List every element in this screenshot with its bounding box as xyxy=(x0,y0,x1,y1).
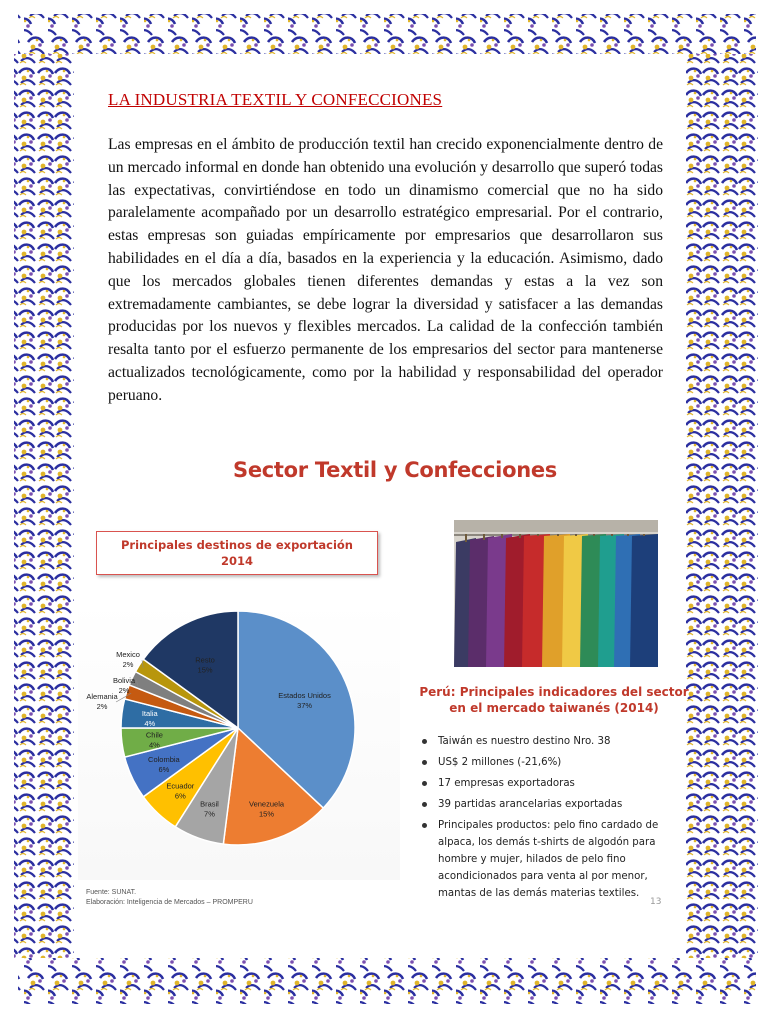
peru-title-line-2: en el mercado taiwanés (2014) xyxy=(449,701,659,715)
slice-label: Italia xyxy=(141,708,158,718)
slice-value-label: 2% xyxy=(122,660,134,669)
slice-value-label: 6% xyxy=(158,764,170,774)
slice-label: Venezuela xyxy=(249,799,285,809)
slice-value-label: 37% xyxy=(297,701,313,711)
slice-label: Brasil xyxy=(200,799,219,809)
slice-label: Chile xyxy=(145,730,163,740)
slice-value-label: 4% xyxy=(149,740,160,750)
list-item: 17 empresas exportadoras xyxy=(420,775,682,792)
pie-title-line-1: Principales destinos de exportación xyxy=(121,538,353,552)
pie-chart-title xyxy=(96,531,378,575)
slice-value-label: 4% xyxy=(144,718,156,728)
list-item: US$ 2 millones (-21,6%) xyxy=(420,754,682,771)
slice-value-label: 2% xyxy=(118,686,130,695)
slice-value-label: 2% xyxy=(96,702,108,711)
chart-source xyxy=(86,888,253,908)
slice-label: Estados Unidos xyxy=(278,691,331,701)
section-heading: LA INDUSTRIA TEXTIL Y CONFECCIONES xyxy=(108,90,443,109)
list-item: Principales productos: pelo fino cardado de alpaca, los demás t-shirts de algodón para hombre y mujer, hilados de pelo fino acondicionados para venta al por menor, mantas de las demás materias textiles. xyxy=(420,817,682,902)
page-number: 13 xyxy=(650,897,662,907)
slice-value-label: 7% xyxy=(204,809,215,819)
slice-value-label: 15% xyxy=(197,665,213,675)
list-item: 39 partidas arancelarias exportadas xyxy=(420,796,682,813)
slice-label: Bolivia xyxy=(112,676,136,685)
slice-label: Colombia xyxy=(148,754,180,764)
slice-label: Mexico xyxy=(116,650,140,659)
elaboration-line: Elaboración: Inteligencia de Mercados – PROMPERU xyxy=(86,899,253,906)
peru-indicators-title xyxy=(418,684,690,716)
indicators-list xyxy=(420,733,682,906)
slice-value-label: 6% xyxy=(174,791,186,801)
slice-label: Resto xyxy=(195,655,215,665)
sector-title: Sector Textil y Confecciones xyxy=(233,458,558,482)
source-line: Fuente: SUNAT. xyxy=(86,889,137,896)
peru-title-line-1: Perú: Principales indicadores del sector xyxy=(419,685,689,699)
list-item: Taiwán es nuestro destino Nro. 38 xyxy=(420,733,682,750)
pie-title-line-2: 2014 xyxy=(220,554,253,568)
shirts-photo xyxy=(454,520,658,667)
intro-paragraph: Las empresas en el ámbito de producción textil han crecido exponencialmente dentro de un mercado informal en donde han obtenido una evolución y desarrollo que superó todas las expectativas, convirtiéndose en todo un dinamismo comercial que no ha sido paralelamente acompañado por un desarrollo estratégico empresarial. Por el contrario, estas empresas son guiadas empíricamente por empresarios que desarrollaron sus habilidades en el día a día, basados en la experiencia y la educación. Asimismo, dado que los mercados globales tienen diferentes demandas y estas a la vez son extremadamente cambiantes, se debe lograr la diversidad y satisfacer a las demandas producidas por los nuevos y flexibles mercados. La calidad de la confección también resalta tanto por el esfuerzo permanente de los empresarios del sector para mantenerse actualizados tecnológicamente, como por la habilidad y responsabilidad del operador peruano. xyxy=(108,136,663,404)
slice-value-label: 15% xyxy=(259,809,275,819)
slice-label: Alemania xyxy=(86,692,118,701)
slice-label: Ecuador xyxy=(166,781,195,791)
pie-chart xyxy=(78,600,400,880)
